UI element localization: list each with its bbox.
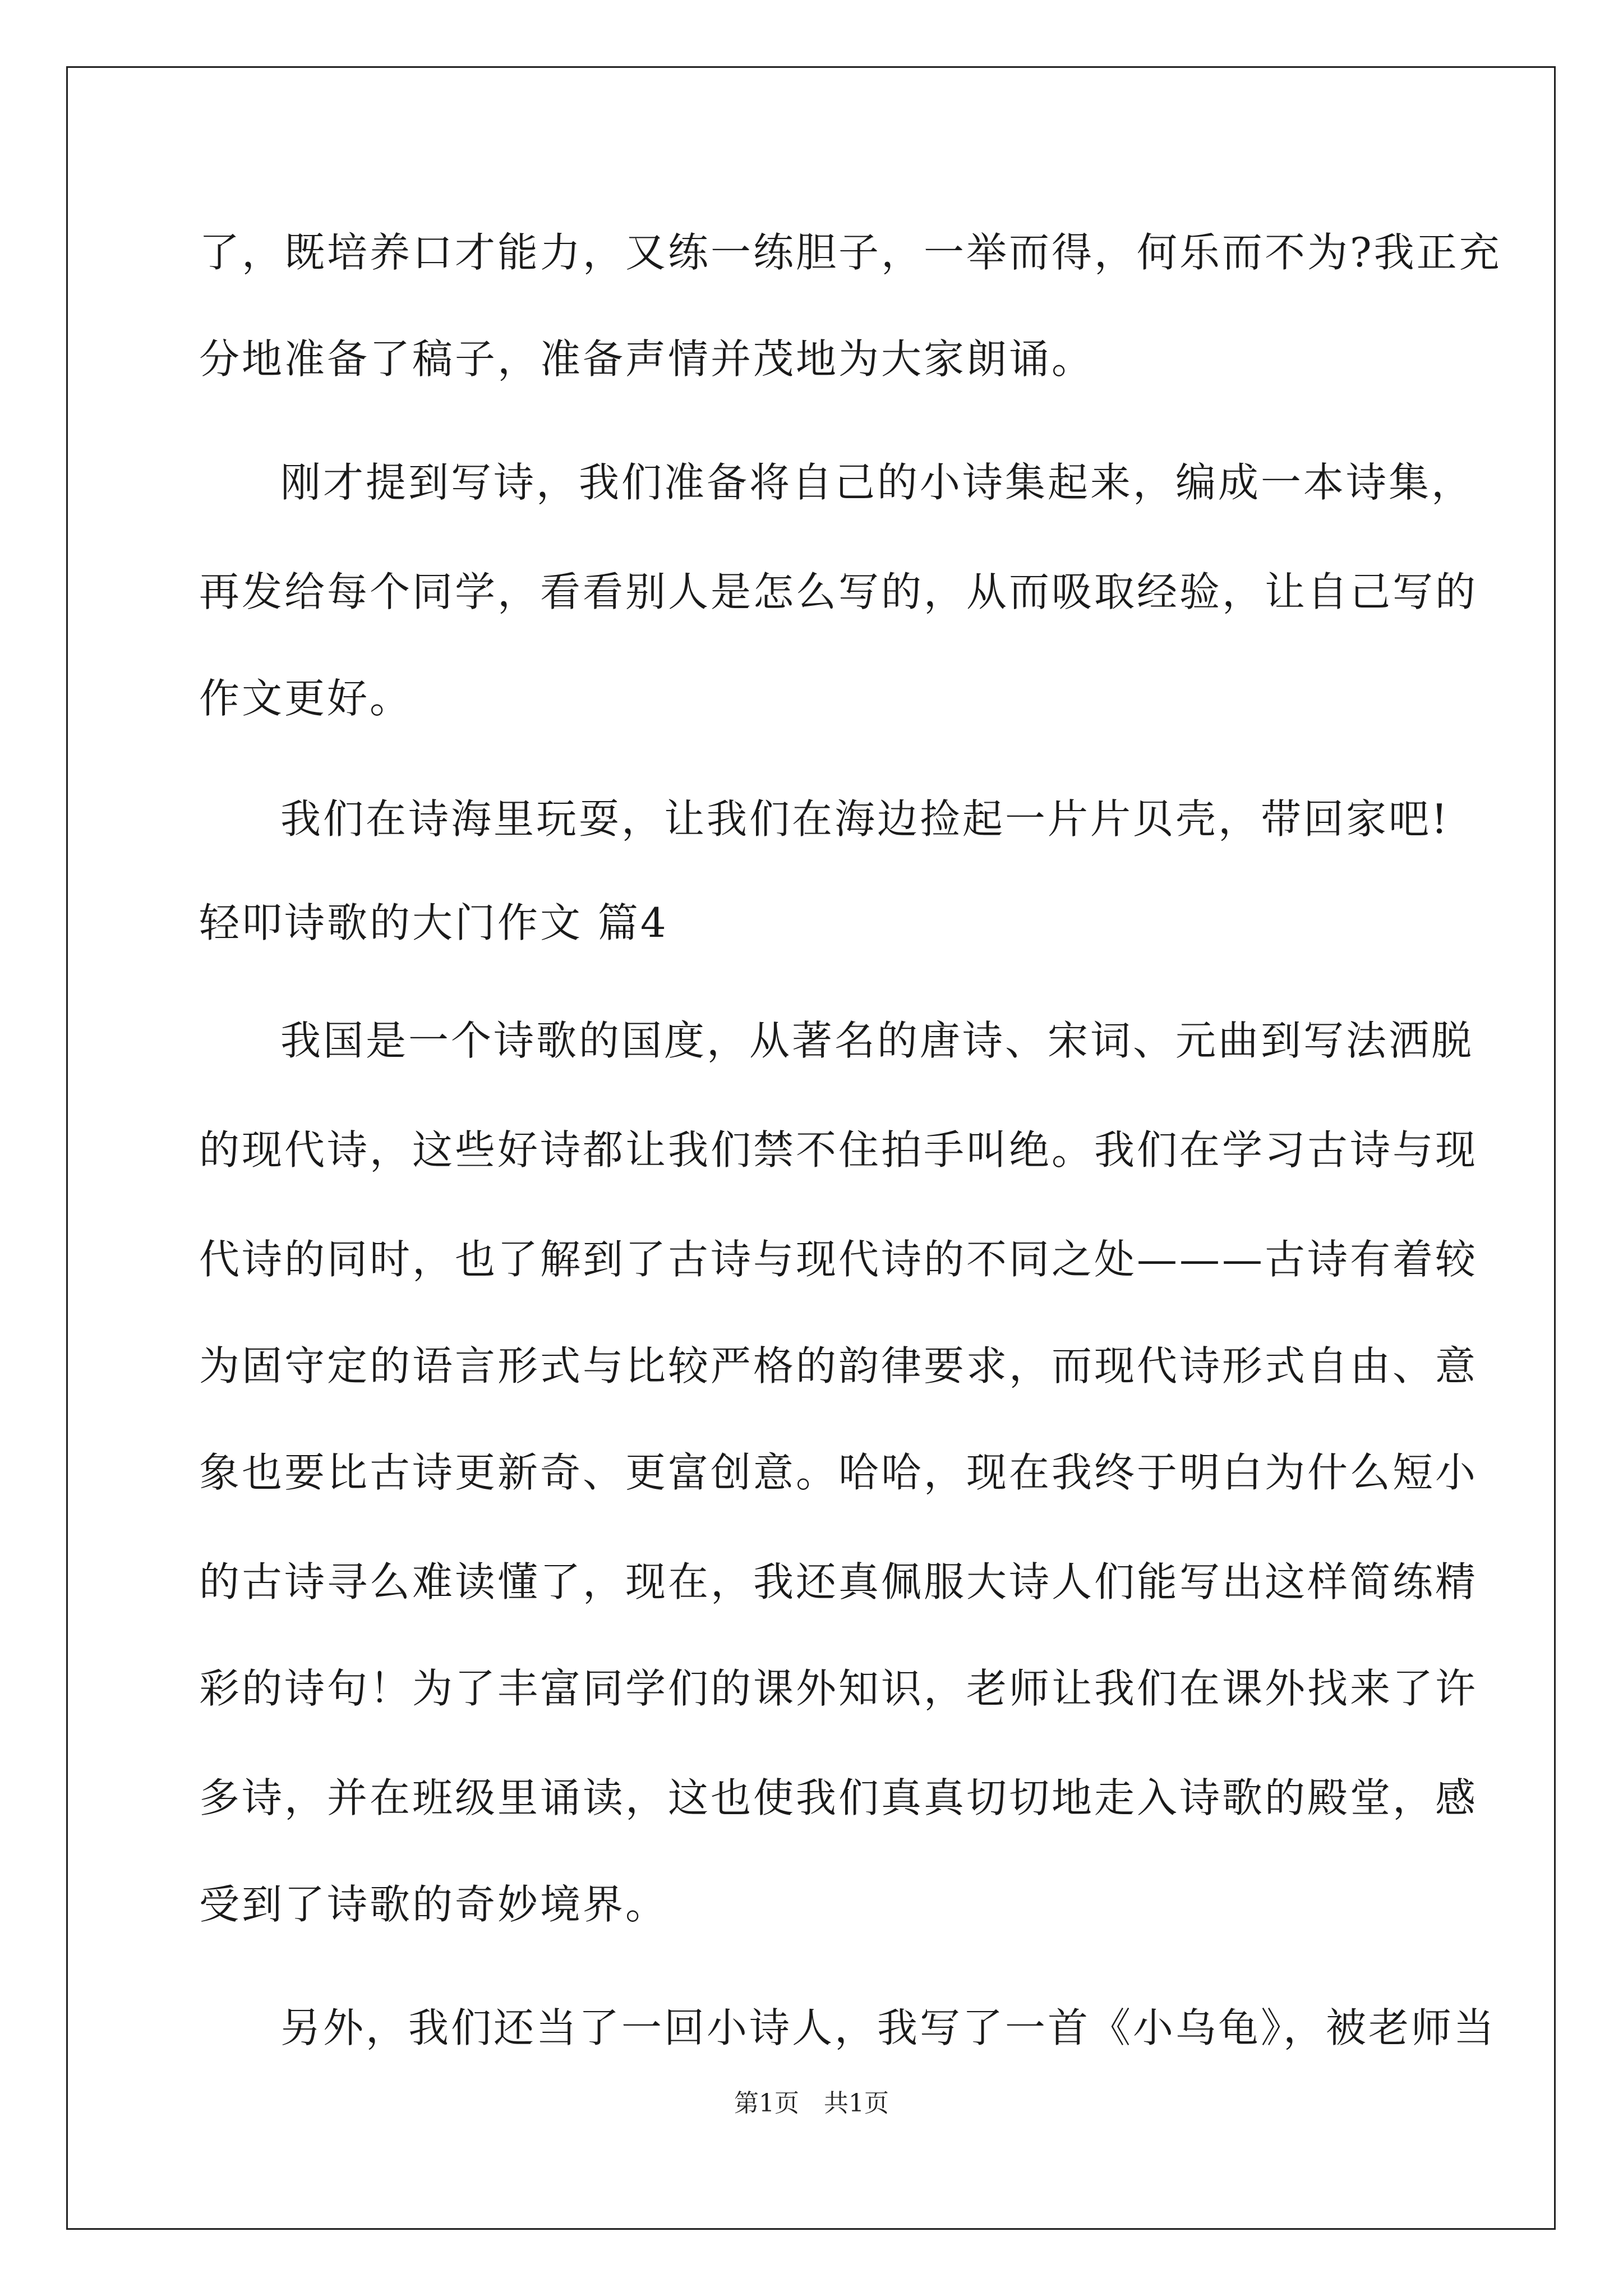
text-line: 再发给每个同学，看看别人是怎么写的，从而吸取经验，让自己写的 (199, 568, 1478, 615)
text-line: 作文更好。 (199, 675, 413, 722)
text-line: 象也要比古诗更新奇、更富创意。哈哈，现在我终于明白为什么短小 (199, 1449, 1478, 1496)
paragraph-first-line: 另外，我们还当了一回小诗人，我写了一首《小乌龟》，被老师当 (280, 2004, 1497, 2051)
text-line: 代诗的同时，也了解到了古诗与现代诗的不同之处———古诗有着较 (199, 1236, 1478, 1283)
text-line: 多诗，并在班级里诵读，这也使我们真真切切地走入诗歌的殿堂，感 (199, 1774, 1478, 1821)
text-line: 的现代诗，这些好诗都让我们禁不住拍手叫绝。我们在学习古诗与现 (199, 1126, 1478, 1174)
paragraph-first-line: 刚才提到写诗，我们准备将自己的小诗集起来，编成一本诗集， (280, 459, 1474, 506)
page-number: 第1页 (734, 2089, 799, 2118)
text-line: 分地准备了稿子，准备声情并茂地为大家朗诵。 (199, 335, 1095, 383)
page-total: 共1页 (824, 2089, 889, 2118)
text-line: 了，既培养口才能力，又练一练胆子，一举而得，何乐而不为?我正充 (199, 229, 1502, 276)
text-line: 受到了诗歌的奇妙境界。 (199, 1881, 668, 1928)
page-footer (0, 2087, 1623, 2120)
text-line: 彩的诗句！为了丰富同学们的课外知识，老师让我们在课外找来了许 (199, 1665, 1478, 1712)
text-line: 的古诗寻么难读懂了，现在，我还真佩服大诗人们能写出这样简练精 (199, 1558, 1478, 1605)
text-line: 为固守定的语言形式与比较严格的韵律要求，而现代诗形式自由、意 (199, 1342, 1478, 1389)
paragraph-first-line: 我国是一个诗歌的国度，从著名的唐诗、宋词、元曲到写法洒脱 (280, 1017, 1474, 1064)
paragraph-first-line: 我们在诗海里玩耍，让我们在海边捡起一片片贝壳，带回家吧! (280, 795, 1450, 843)
section-heading: 轻叩诗歌的大门作文 篇4 (199, 899, 668, 946)
